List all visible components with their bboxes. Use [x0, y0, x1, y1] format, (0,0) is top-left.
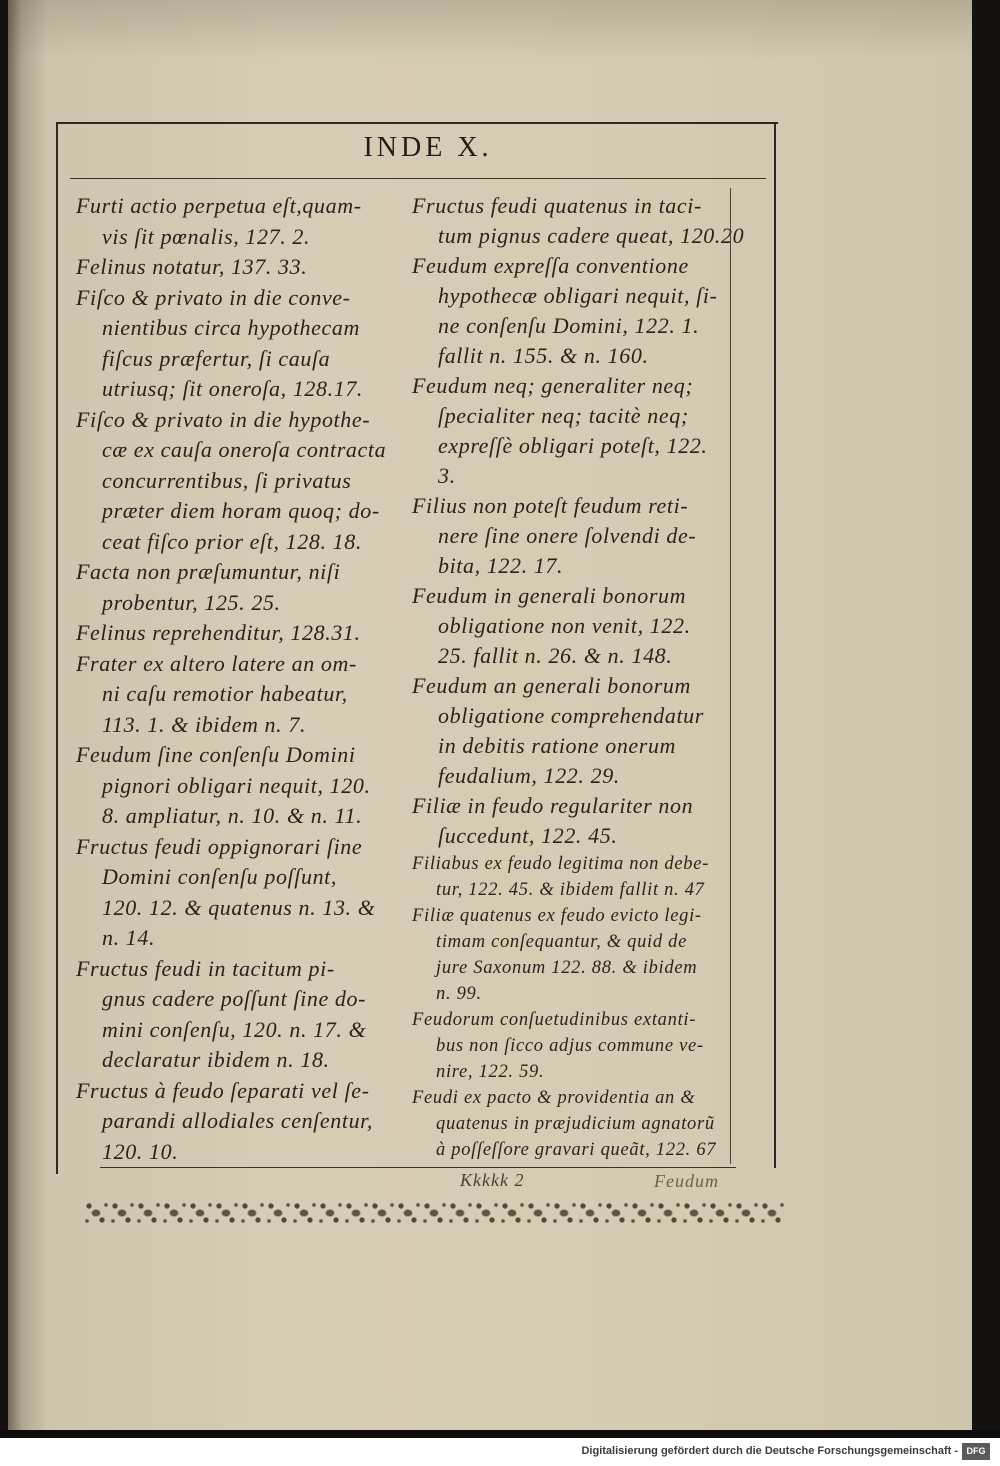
- ornament-band: [84, 1199, 786, 1227]
- index-continuation-line: obligatione comprehendatur: [438, 703, 704, 728]
- index-entry: [76, 557, 401, 618]
- catchword: Feudum: [654, 1171, 719, 1191]
- bottom-rule: [100, 1167, 736, 1168]
- index-headword-line: Fructus feudi quatenus in taci-: [412, 193, 702, 218]
- index-continuation-line: ne conſenſu Domini, 122. 1.: [438, 313, 700, 338]
- index-entry: [76, 405, 401, 558]
- index-headword-line: Feudum neq; generaliter neq;: [412, 373, 694, 398]
- index-headword-line: Fructus feudi oppignorari ſine: [76, 833, 363, 859]
- index-continuation-line: utriusq; ſit oneroſa, 128.17.: [102, 376, 364, 401]
- index-headword-line: Feudorum conſuetudinibus extanti-: [412, 1010, 697, 1030]
- book-page: [8, 0, 972, 1430]
- index-entry: [412, 903, 730, 1007]
- frame-right-rule: [774, 124, 776, 1168]
- index-continuation-line: 120. 12. & quatenus n. 13. &: [102, 894, 376, 920]
- index-continuation-line: à poſſeſſore gravari queãt, 122. 67: [436, 1140, 717, 1160]
- index-headword-line: Felinus notatur, 137. 33.: [76, 254, 308, 279]
- index-continuation-line: bita, 122. 17.: [438, 553, 564, 578]
- index-headword-line: Feudi ex pacto & providentia an &: [412, 1088, 696, 1108]
- index-continuation-line: bus non ſicco adjus commune ve-: [436, 1036, 704, 1056]
- index-entry: [412, 191, 745, 251]
- index-continuation-line: 25. fallit n. 26. & n. 148.: [438, 643, 673, 668]
- index-continuation-line: nire, 122. 59.: [436, 1062, 545, 1082]
- index-continuation-line: ceat fiſco prior eſt, 128. 18.: [102, 528, 362, 554]
- credit-text: Digitalisierung gefördert durch die Deutsche Forschungsgemeinschaft -: [581, 1445, 958, 1457]
- index-headword-line: Feudum in generali bonorum: [412, 583, 687, 608]
- index-headword-line: Fiſco & privato in die conve-: [76, 284, 351, 310]
- index-entry: [412, 791, 730, 851]
- index-continuation-line: hypothecæ obligari nequit, ſi-: [438, 283, 718, 308]
- index-continuation-line: ſuccedunt, 122. 45.: [438, 823, 618, 848]
- index-headword-line: Felinus reprehenditur, 128.31.: [76, 620, 361, 645]
- index-headword-line: Fructus à feudo ſeparati vel ſe-: [76, 1077, 370, 1103]
- index-headword-line: Fiſco & privato in die hypothe-: [76, 406, 371, 432]
- index-continuation-line: parandi allodiales cenſentur,: [102, 1108, 373, 1133]
- index-continuation-line: n. 14.: [102, 925, 156, 950]
- index-continuation-line: quatenus in præjudicium agnatorũ: [436, 1114, 715, 1134]
- frame-top-rule: [56, 122, 778, 124]
- index-continuation-line: ni caſu remotior habeatur,: [102, 681, 348, 706]
- column-rule: [730, 188, 731, 1164]
- index-headword-line: Filius non poteſt feudum reti-: [412, 493, 689, 518]
- index-continuation-line: nere ſine onere ſolvendi de-: [438, 523, 697, 548]
- index-continuation-line: mini conſenſu, 120. n. 17. &: [102, 1016, 367, 1042]
- index-continuation-line: tur, 122. 45. & ibidem fallit n. 47: [436, 880, 705, 900]
- index-column-right: [412, 191, 745, 1163]
- credit-strip: [0, 1438, 1000, 1466]
- index-entry: [76, 740, 401, 832]
- index-continuation-line: gnus cadere poſſunt ſine do-: [102, 986, 367, 1011]
- index-column-left: [76, 191, 401, 1167]
- index-headword-line: Filiabus ex feudo legitima non debe-: [412, 854, 709, 874]
- index-entry: [412, 1085, 730, 1163]
- index-entry: [76, 283, 401, 405]
- index-entry: [412, 581, 730, 671]
- index-continuation-line: declaratur ibidem n. 18.: [102, 1047, 330, 1072]
- index-entry: [412, 491, 730, 581]
- index-continuation-line: jure Saxonum 122. 88. & ibidem: [436, 958, 698, 978]
- index-continuation-line: n. 99.: [436, 984, 482, 1004]
- index-headword-line: Feudum ſine conſenſu Domini: [76, 742, 356, 767]
- index-entry: [412, 251, 730, 371]
- signature-mark: Kkkkk 2: [460, 1170, 525, 1190]
- index-entry: [76, 832, 401, 954]
- index-headword-line: Fructus feudi in tacitum pi-: [76, 955, 335, 981]
- index-continuation-line: præter diem horam quoq; do-: [102, 498, 380, 523]
- index-continuation-line: ſpecialiter neq; tacitè neq;: [438, 403, 689, 428]
- index-headword-line: Facta non præſumuntur, niſi: [76, 559, 341, 584]
- page-title: INDE X.: [363, 132, 493, 163]
- index-continuation-line: probentur, 125. 25.: [102, 589, 281, 615]
- index-continuation-line: vis ſit pœnalis, 127. 2.: [102, 223, 311, 249]
- index-headword-line: Furti actio perpetua eſt,quam-: [76, 193, 362, 218]
- index-entry: [412, 371, 730, 491]
- index-headword-line: Frater ex altero latere an om-: [76, 650, 357, 676]
- index-continuation-line: in debitis ratione onerum: [438, 733, 677, 758]
- index-continuation-line: nientibus circa hypothecam: [102, 315, 360, 340]
- index-headword-line: Filiæ quatenus ex feudo evicto legi-: [412, 906, 702, 926]
- index-entry: [76, 252, 401, 283]
- index-continuation-line: concurrentibus, ſi privatus: [102, 467, 352, 493]
- index-entry: [412, 1007, 730, 1085]
- index-continuation-line: tum pignus cadere queat, 120.20: [438, 223, 745, 248]
- index-headword-line: Feudum an generali bonorum: [412, 673, 691, 698]
- index-continuation-line: Domini conſenſu poſſunt,: [102, 864, 337, 889]
- index-continuation-line: feudalium, 122. 29.: [438, 763, 620, 788]
- index-entry: [76, 954, 401, 1076]
- index-continuation-line: fiſcus præfertur, ſi cauſa: [102, 345, 331, 371]
- index-entry: [76, 191, 401, 252]
- index-continuation-line: 120. 10.: [102, 1138, 179, 1164]
- index-entry: [76, 649, 401, 741]
- index-continuation-line: fallit n. 155. & n. 160.: [438, 343, 649, 368]
- dfg-logo-icon: DFG: [962, 1443, 990, 1460]
- index-continuation-line: obligatione non venit, 122.: [438, 613, 691, 638]
- header-rule: [70, 178, 766, 179]
- frame-left-rule: [56, 122, 58, 1174]
- index-continuation-line: cæ ex cauſa oneroſa contracta: [102, 437, 387, 462]
- index-entry: [76, 1076, 401, 1168]
- index-entry: [412, 851, 730, 903]
- index-continuation-line: 3.: [438, 463, 456, 488]
- index-entry: [76, 618, 401, 649]
- index-continuation-line: 113. 1. & ibidem n. 7.: [102, 711, 307, 737]
- scan-border: [0, 1430, 1000, 1438]
- index-continuation-line: expreſſè obligari poteſt, 122.: [438, 433, 708, 458]
- index-continuation-line: 8. ampliatur, n. 10. & n. 11.: [102, 803, 363, 828]
- index-headword-line: Feudum expreſſa conventione: [412, 253, 689, 278]
- index-continuation-line: timam conſequantur, & quid de: [436, 932, 688, 952]
- index-headword-line: Filiæ in feudo regulariter non: [412, 793, 694, 818]
- index-continuation-line: pignori obligari nequit, 120.: [102, 772, 371, 798]
- index-entry: [412, 671, 730, 791]
